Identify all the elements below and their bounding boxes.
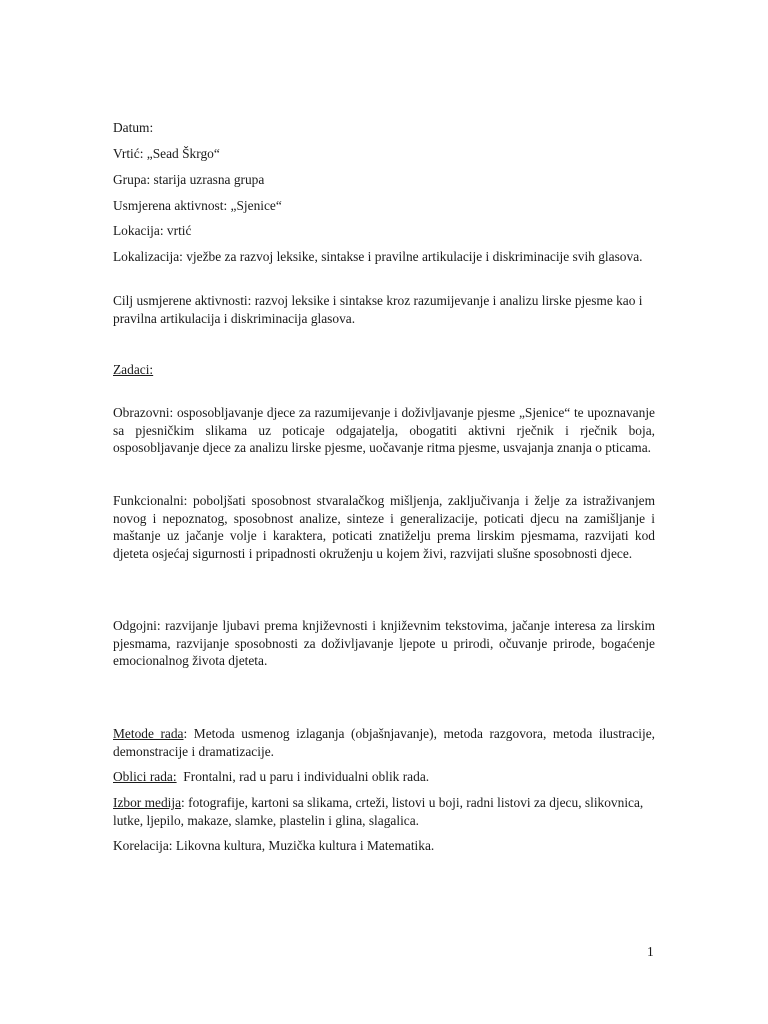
oblici-paragraph bbox=[113, 768, 655, 786]
aktivnost-line: Usmjerena aktivnost: „Sjenice“ bbox=[113, 198, 282, 213]
mediji-label: Izbor medija bbox=[113, 795, 182, 810]
zadaci-heading: Zadaci: bbox=[113, 362, 154, 377]
obrazovni-paragraph: Obrazovni: osposobljavanje djece za razumijevanje i doživljavanje pjesme „Sjenice“ te upoznavanje sa pjesničkim slikama uz poticaje odgajatelja, obogatiti aktivni rječnik i rječnik boja, osposobljavanje djece za analizu lirske pjesme, uočavanje ritma pjesme, usvajanja znanja o pticama. bbox=[113, 405, 655, 455]
datum-line: Datum: bbox=[113, 120, 154, 135]
funkcionalni-paragraph: Funkcionalni: poboljšati sposobnost stvaralačkog mišljenja, zaključivanja i želje za istraživanjem novog i nepoznatog, sposobnost analize, sinteze i generalizacije, poticati djecu na zamišljanje i maštanje uz jačanje volje i karaktera, poticati znatiželju prema lirskim pjesmama, razvijati kod djeteta osjećaj sigurnosti i pripadnosti okruženju u kojem živi, razvijati slušne sposobnosti djece. bbox=[113, 493, 655, 561]
metode-label: Metode rada bbox=[113, 726, 184, 741]
lokalizacija-paragraph: Lokalizacija: vježbe za razvoj leksike, sintakse i pravilne artikulacije i diskriminacije svih glasova. bbox=[113, 249, 643, 264]
vrtic-line: Vrtić: „Sead Škrgo“ bbox=[113, 146, 220, 161]
korelacija-line: Korelacija: Likovna kultura, Muzička kultura i Matematika. bbox=[113, 838, 435, 853]
mediji-text: : fotografije, kartoni sa slikama, crteži, listovi u boji, radni listovi za djecu, slikovnica, lutke, ljepilo, makaze, slamke, plastelin i glina, slagalica. bbox=[113, 795, 644, 828]
odgojni-paragraph: Odgojni: razvijanje ljubavi prema književnosti i književnim tekstovima, jačanje interesa za lirskim pjesmama, razvijanje sposobnosti za doživljavanje ljepote u prirodi, očuvanje prirode, bogaćenje emocionalnog života djeteta. bbox=[113, 618, 655, 668]
oblici-text: Frontalni, rad u paru i individualni oblik rada. bbox=[176, 769, 430, 784]
oblici-label: Oblici rada: bbox=[113, 769, 177, 784]
metode-text: : Metoda usmenog izlaganja (objašnjavanje), metoda razgovora, metoda ilustracije, demonstracije i dramatizacije. bbox=[113, 726, 656, 759]
mediji-paragraph bbox=[113, 794, 655, 829]
lokacija-line: Lokacija: vrtić bbox=[113, 223, 192, 238]
grupa-line: Grupa: starija uzrasna grupa bbox=[113, 172, 265, 187]
page-number: 1 bbox=[647, 944, 654, 959]
cilj-paragraph: Cilj usmjerene aktivnosti: razvoj leksike i sintakse kroz razumijevanje i analizu lirske pjesme kao i pravilna artikulacija i diskriminacija glasova. bbox=[113, 293, 643, 326]
metode-paragraph bbox=[113, 725, 655, 760]
